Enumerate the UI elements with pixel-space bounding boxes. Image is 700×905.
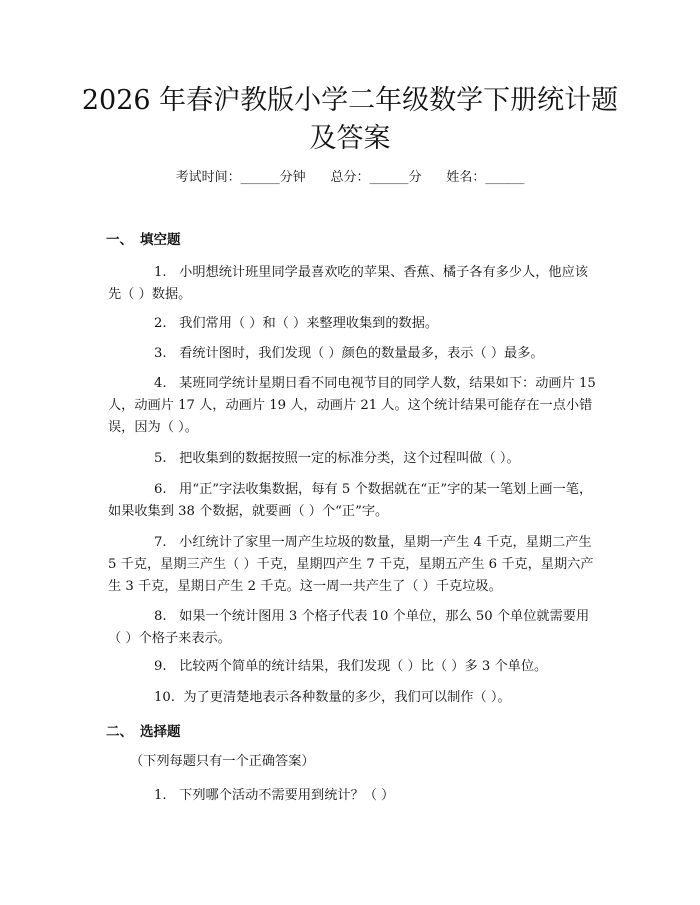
question-text: 看统计图时，我们发现（ ）颜色的数量最多，表示（ ）最多。	[179, 346, 544, 361]
section-heading-choice	[106, 722, 181, 742]
question-text: 我们常用（ ）和（ ）来整理收集到的数据。	[179, 316, 439, 331]
section-number: 一、	[106, 232, 133, 248]
question-number: 8.	[154, 609, 167, 624]
question-number: 1.	[154, 788, 167, 803]
question-text: 把收集到的数据按照一定的标准分类，这个过程叫做（ ）。	[179, 451, 520, 466]
question-text: 比较两个简单的统计结果，我们发现（ ）比（ ）多 3 个单位。	[179, 659, 548, 674]
question-text: 下列哪个活动不需要用到统计？（ ）	[179, 788, 395, 803]
name-label: 姓名：	[446, 170, 486, 185]
question-number: 6.	[154, 482, 167, 497]
question-item	[108, 373, 600, 439]
question-text: 如果一个统计图用 3 个格子代表 10 个单位，那么 50 个单位就需要用（ ）个格子来表示。	[108, 609, 590, 646]
question-item	[108, 785, 600, 807]
question-text: 小明想统计班里同学最喜欢吃的苹果、香蕉、橘子各有多少人，他应该先（ ）数据。	[108, 265, 588, 302]
question-item	[108, 656, 600, 678]
question-text: 某班同学统计星期日看不同电视节目的同学人数，结果如下：动画片 15 人，动画片 17 人，动画片 19 人，动画片 21 人。这个统计结果可能存在一点小错误，因为（ ）。	[108, 376, 596, 435]
document-title	[60, 82, 640, 158]
question-item	[108, 262, 600, 306]
question-number: 1.	[154, 265, 167, 280]
question-text: 用“正”字法收集数据，每有 5 个数据就在“正”字的某一笔划上画一笔，如果收集到 38 个数据，就要画（ ）个“正”字。	[108, 482, 593, 519]
time-label: 考试时间：	[175, 170, 241, 185]
exam-info-line	[0, 168, 700, 188]
title-line-1: 2026 年春沪教版小学二年级数学下册统计题	[81, 85, 619, 116]
name-blank: ______	[485, 170, 525, 185]
score-blank: ______	[369, 170, 409, 185]
question-number: 3.	[154, 346, 167, 361]
question-item	[108, 687, 600, 709]
question-number: 9.	[154, 659, 167, 674]
section-title: 填空题	[140, 232, 181, 248]
section-heading-fill-blank	[106, 230, 181, 250]
question-item	[108, 606, 600, 650]
question-item	[108, 532, 600, 598]
question-item	[108, 479, 600, 523]
choice-instructions: （下列每题只有一个正确答案）	[130, 754, 315, 769]
question-number: 2.	[154, 316, 167, 331]
section-title: 选择题	[140, 724, 181, 740]
title-line-2: 及答案	[309, 123, 391, 154]
question-item	[108, 448, 600, 470]
question-number: 7.	[154, 535, 167, 550]
time-blank: ______	[240, 170, 280, 185]
question-item	[108, 313, 600, 335]
question-number: 5.	[154, 451, 167, 466]
question-item	[108, 343, 600, 365]
question-number: 4.	[154, 376, 167, 391]
question-text: 小红统计了家里一周产生垃圾的数量，星期一产生 4 千克，星期二产生 5 千克，星期三产生（ ）千克，星期四产生 7 千克，星期五产生 6 千克，星期六产生 3 千克，星期日产生 2 千克。这一周一共产生了（ ）千克垃圾。	[108, 535, 594, 594]
question-number: 10.	[154, 690, 175, 705]
score-label: 总分：	[330, 170, 370, 185]
score-unit: 分	[408, 170, 422, 185]
time-unit: 分钟	[279, 170, 306, 185]
question-text: 为了更清楚地表示各种数量的多少，我们可以制作（ ）。	[183, 690, 511, 705]
section-number: 二、	[106, 724, 133, 740]
